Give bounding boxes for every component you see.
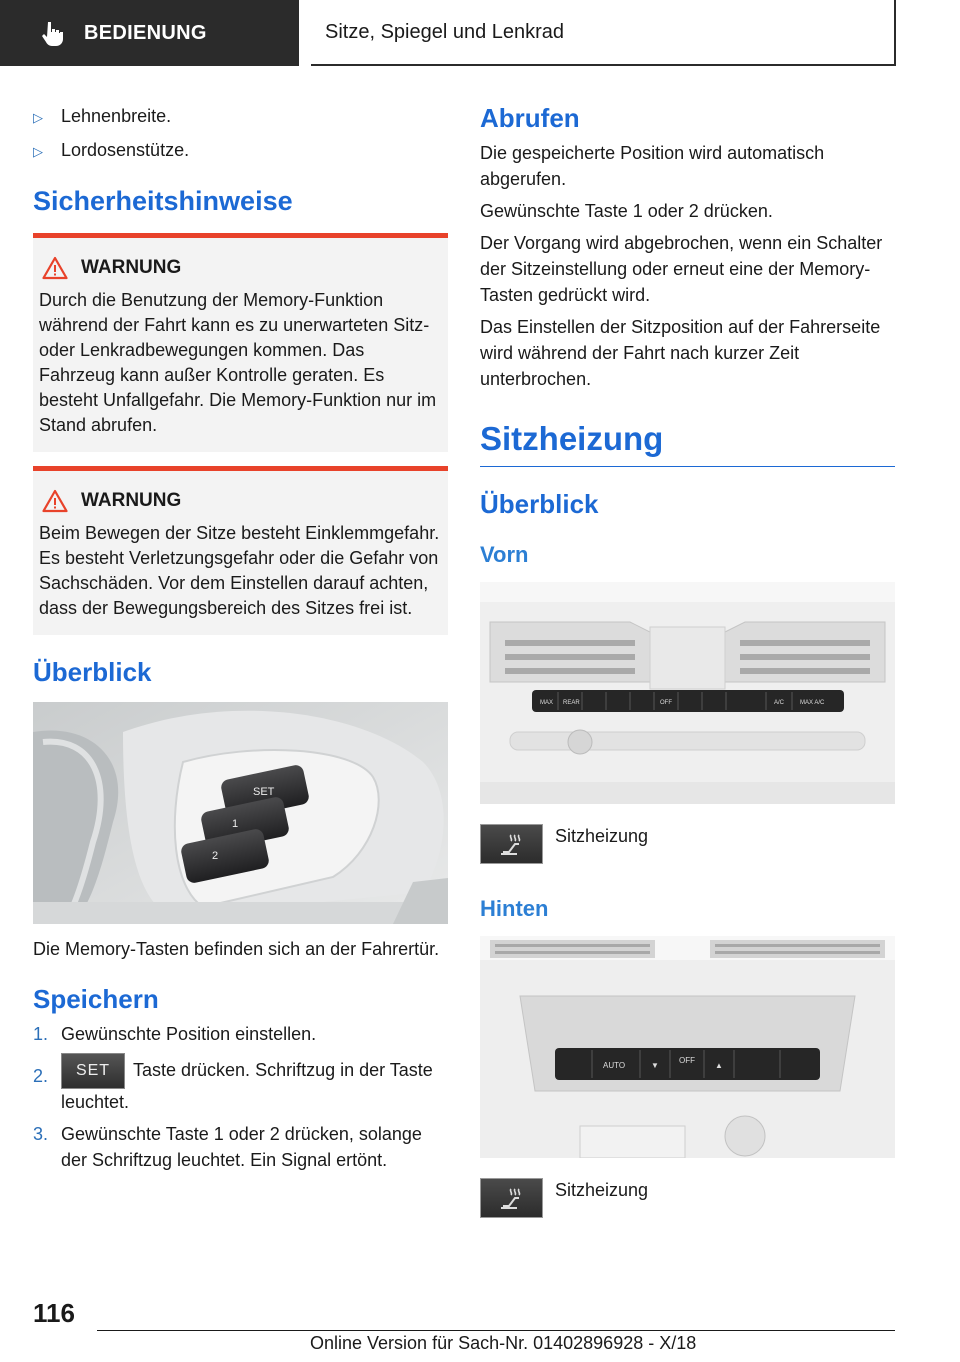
triangle-bullet-icon: ▷ [33, 144, 43, 159]
warning-triangle-icon [42, 256, 68, 280]
front-heading: Vorn [480, 542, 529, 567]
legend-label: Sitzheizung [555, 1180, 649, 1200]
left-column [33, 100, 448, 1179]
warning-box [33, 233, 448, 452]
section-tab [0, 0, 299, 66]
seat-heating-icon [480, 824, 543, 864]
seat-heating-icon [480, 1178, 543, 1218]
page-number: 116 [33, 1298, 75, 1328]
warning-triangle-icon [42, 489, 68, 513]
rear-panel-label: ▼ [651, 1061, 659, 1070]
bullet-item: ▷ Lordosenstütze. [33, 134, 448, 168]
rear-panel-label: AUTO [603, 1061, 626, 1070]
online-version-text: Online Version für Sach-Nr. 01402896928 - X/18 [310, 1333, 697, 1353]
bullet-item: ▷ Lehnenbreite. [33, 100, 448, 134]
save-steps-list [33, 1021, 448, 1173]
right-column [480, 100, 895, 1218]
rear-heating-legend [480, 1178, 895, 1218]
recall-heading: Abrufen [480, 103, 580, 133]
triangle-bullet-icon: ▷ [33, 110, 43, 125]
door-button-label: SET [253, 786, 275, 798]
list-item: 3. Gewünschte Taste 1 oder 2 drücken, solange der Schriftzug leuchtet. Ein Signal ertönt. [33, 1124, 422, 1170]
warning-box [33, 466, 448, 635]
section-label: BEDIENUNG [84, 21, 207, 44]
door-button-label: 1 [232, 818, 239, 830]
save-heading: Speichern [33, 984, 159, 1014]
rear-console-image [480, 936, 895, 1158]
rear-heading: Hinten [480, 896, 549, 921]
door-memory-buttons-image [33, 702, 448, 924]
footer-rule [97, 1330, 895, 1331]
paragraph: Die gespeicherte Position wird automatisch abgerufen. [480, 143, 825, 189]
seat-heating-heading: Sitzheizung [480, 420, 664, 457]
front-panel-label: OFF [660, 700, 672, 706]
front-panel-label: MAX [540, 700, 554, 706]
warning-text: Beim Bewegen der Sitze besteht Einklemmgefahr. Es besteht Verletzungsgefahr oder die Gefahr von Sachschäden. Vor dem Einstellen darauf achten, dass der Bewegungsbereich des Sitzes frei ist. [39, 523, 440, 618]
warning-label: WARNUNG [81, 490, 182, 511]
list-item: 2. SET Taste drücken. Schriftzug in der Taste leuchtet. [33, 1053, 448, 1115]
warning-label: WARNUNG [81, 257, 182, 278]
door-button-label: 2 [212, 850, 219, 862]
front-panel-label: A/C [774, 700, 785, 706]
heading-rule [480, 466, 895, 467]
front-heating-legend [480, 824, 895, 864]
front-panel-label: MAX A/C [800, 700, 825, 706]
warning-text: Durch die Benutzung der Memory-Funktion während der Fahrt kann es zu unerwarteten Sitz- oder Lenkradbewegungen kommen. Das Fahrzeug kann außer Kontrolle geraten. Es besteht Unfallgefahr. Die Memory-Funktion nur im Stand abrufen. [39, 290, 437, 435]
chapter-title: Sitze, Spiegel und Lenkrad [325, 20, 565, 43]
safety-heading: Sicherheitshinweise [33, 186, 293, 216]
rear-panel-label: OFF [679, 1056, 695, 1065]
front-console-image [480, 582, 895, 804]
legend-label: Sitzheizung [555, 826, 649, 846]
rear-panel-label: ▲ [715, 1061, 723, 1070]
list-item: 1. Gewünschte Position einstellen. [33, 1024, 317, 1044]
hand-icon [40, 20, 66, 46]
set-button-icon: SET [61, 1053, 125, 1089]
memory-caption: Die Memory-Tasten befinden sich an der Fahrertür. [33, 939, 440, 959]
chapter-title-box [311, 0, 896, 66]
paragraph: Das Einstellen der Sitzposition auf der Fahrerseite wird während der Fahrt nach kurzer Zeit unterbrochen. [480, 317, 881, 389]
overview-heading: Überblick [33, 657, 152, 687]
front-panel-label: REAR [563, 700, 580, 706]
paragraph: Der Vorgang wird abgebrochen, wenn ein Schalter der Sitzeinstellung oder erneut eine der Memory-Tasten gedrückt wird. [480, 233, 883, 305]
overview-heading: Überblick [480, 489, 599, 519]
paragraph: Gewünschte Taste 1 oder 2 drücken. [480, 201, 773, 221]
page-header [0, 0, 960, 66]
